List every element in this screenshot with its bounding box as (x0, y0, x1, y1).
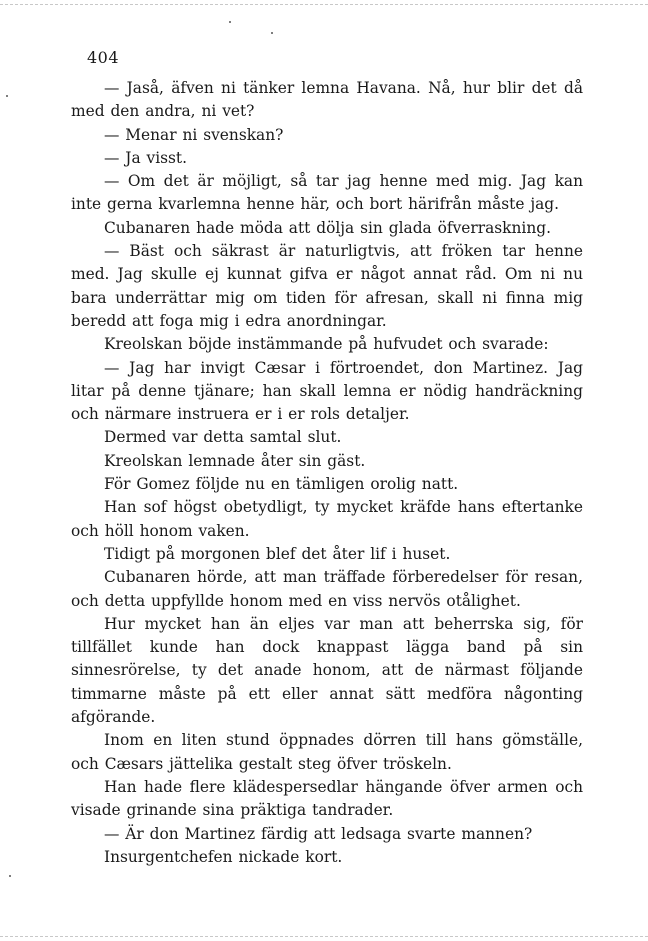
paragraph: Kreolskan lemnade åter sin gäst. (104, 451, 366, 470)
paragraph: — Jag har invigt Cæsar i förtroendet, don Martinez. Jag litar på denne tjänare; han skall lemna er nödig handräckning och närmare instruera er i er rols detaljer. (71, 358, 583, 424)
paragraph: Cubanaren hörde, att man träffade förberedelser för resan, och detta uppfyllde honom med en viss nervös otålighet. (71, 568, 583, 610)
ink-speck (6, 95, 8, 97)
paragraph: — Ja visst. (104, 148, 188, 167)
paragraph: — Menar ni svenskan? (104, 125, 284, 144)
paragraph: Hur mycket han än eljes var man att beherrska sig, för tillfället kunde han dock knappast lägga band på sin sinnesrörelse, ty det anade honom, att de närmast följande timmarne måste på ett eller annat sätt medföra någonting afgörande. (71, 614, 583, 727)
paragraph: Tidigt på morgonen blef det åter lif i huset. (104, 544, 451, 563)
paragraph: — Om det är möjligt, så tar jag henne med mig. Jag kan inte gerna kvarlemna henne här, och bort härifrån måste jag. (71, 172, 583, 214)
paragraph: Han sof högst obetydligt, ty mycket kräfde hans eftertanke och höll honom vaken. (71, 498, 583, 540)
bottom-edge-rule (0, 936, 648, 937)
paragraph: Insurgentchefen nickade kort. (104, 847, 343, 866)
paragraph: Han hade flere klädespersedlar hängande öfver armen och visade grinande sina präktiga tandrader. (71, 777, 583, 820)
ink-speck (9, 875, 11, 877)
ink-speck (271, 32, 273, 34)
page-number: 404 (87, 48, 120, 67)
paragraph: Kreolskan böjde instämmande på hufvudet och svarade: (104, 335, 549, 354)
paragraph: — Är don Martinez färdig att ledsaga svarte mannen? (104, 824, 533, 843)
body-text (71, 77, 583, 869)
ink-speck (229, 21, 231, 23)
top-edge-rule (0, 4, 648, 5)
paragraph: Cubanaren hade möda att dölja sin glada öfverraskning. (104, 218, 551, 237)
paragraph: För Gomez följde nu en tämligen orolig natt. (104, 475, 459, 494)
paragraph: — Bäst och säkrast är naturligtvis, att fröken tar henne med. Jag skulle ej kunnat gifva er något annat råd. Om ni nu bara underrättar mig om tiden för afresan, skall ni finna mig beredd att foga mig i edra anordningar. (71, 242, 583, 330)
paragraph: Inom en liten stund öppnades dörren till hans gömställe, och Cæsars jättelika gestalt steg öfver tröskeln. (71, 731, 583, 773)
paragraph: Dermed var detta samtal slut. (104, 428, 342, 447)
paragraph: — Jaså, äfven ni tänker lemna Havana. Nå, hur blir det då med den andra, ni vet? (71, 79, 583, 121)
